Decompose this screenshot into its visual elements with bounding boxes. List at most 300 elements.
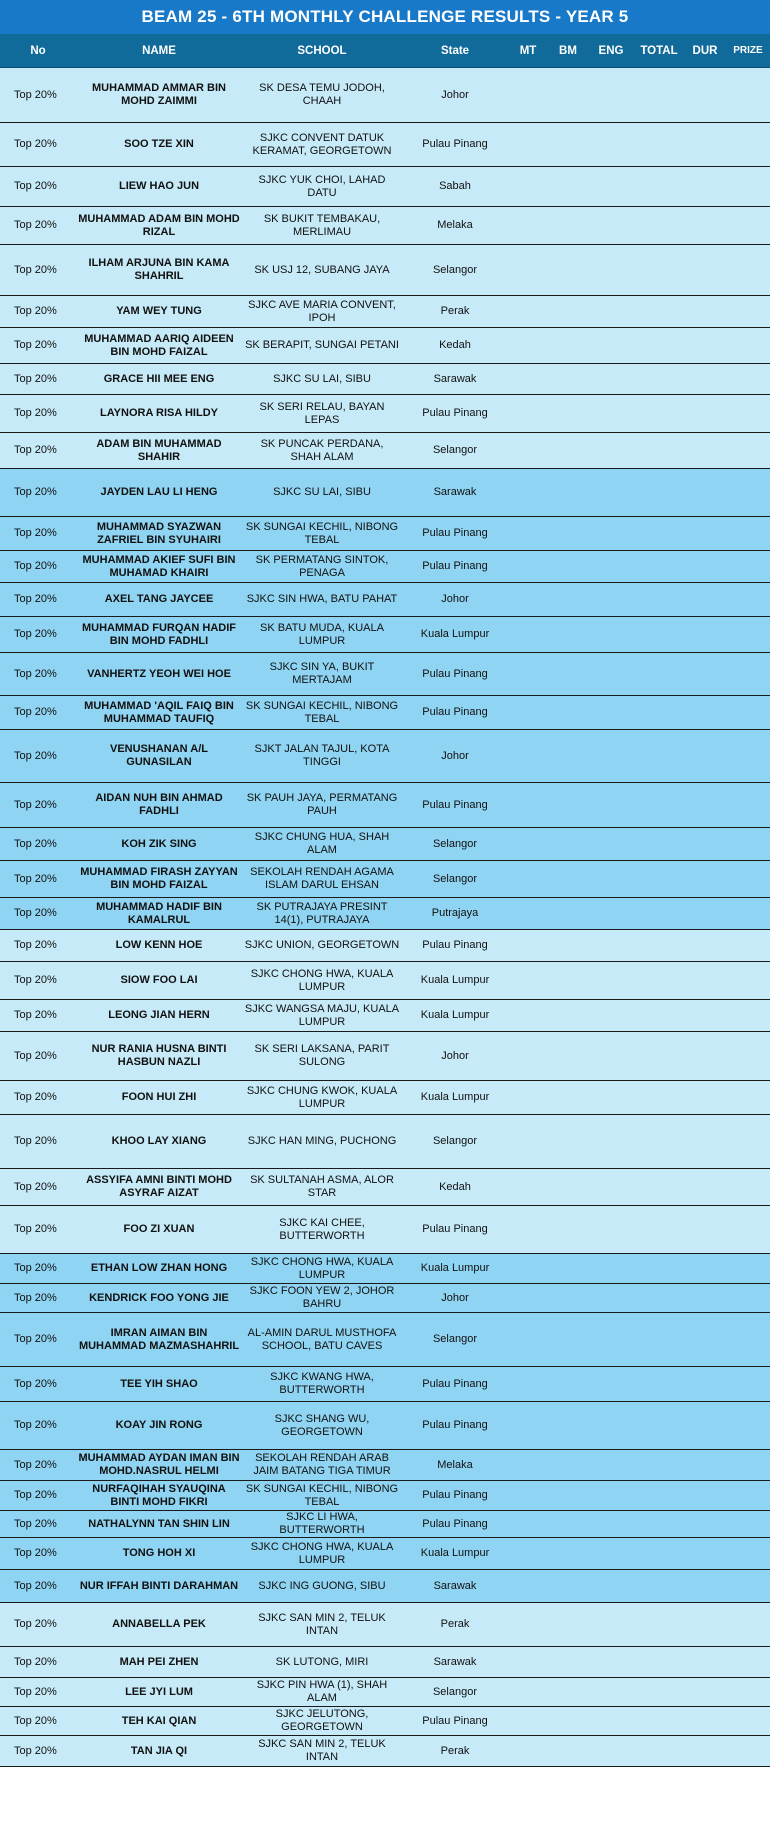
dur-cell bbox=[684, 861, 726, 898]
bm-cell bbox=[548, 1206, 588, 1254]
dur-cell bbox=[684, 433, 726, 469]
table-row bbox=[0, 328, 770, 364]
dur-cell bbox=[684, 1511, 726, 1538]
dur-cell bbox=[684, 1115, 726, 1169]
prize-cell bbox=[726, 1115, 770, 1169]
bm-cell bbox=[548, 583, 588, 617]
table-row bbox=[0, 1450, 770, 1481]
school-cell: SJKC JELUTONG, GEORGETOWN bbox=[242, 1707, 402, 1736]
prize-cell bbox=[726, 1678, 770, 1707]
prize-cell bbox=[726, 1647, 770, 1678]
total-cell bbox=[634, 1115, 684, 1169]
eng-cell bbox=[588, 1081, 634, 1115]
name-cell: JAYDEN LAU LI HENG bbox=[76, 469, 242, 517]
school-cell: SJKC CHUNG HUA, SHAH ALAM bbox=[242, 828, 402, 861]
name-cell: NUR IFFAH BINTI DARAHMAN bbox=[76, 1570, 242, 1603]
dur-cell bbox=[684, 1647, 726, 1678]
eng-cell bbox=[588, 898, 634, 930]
name-cell: GRACE HII MEE ENG bbox=[76, 364, 242, 395]
eng-cell bbox=[588, 653, 634, 696]
table-row bbox=[0, 245, 770, 296]
dur-cell bbox=[684, 68, 726, 123]
state-cell: Pulau Pinang bbox=[402, 653, 508, 696]
name-cell: SOO TZE XIN bbox=[76, 123, 242, 167]
name-cell: LEONG JIAN HERN bbox=[76, 1000, 242, 1032]
state-cell: Pulau Pinang bbox=[402, 1206, 508, 1254]
table-row bbox=[0, 1402, 770, 1450]
dur-cell bbox=[684, 828, 726, 861]
state-cell: Kuala Lumpur bbox=[402, 1081, 508, 1115]
name-cell: MUHAMMAD AMMAR BIN MOHD ZAIMMI bbox=[76, 68, 242, 123]
total-cell bbox=[634, 898, 684, 930]
eng-cell bbox=[588, 1206, 634, 1254]
eng-cell bbox=[588, 1000, 634, 1032]
mt-cell bbox=[508, 1511, 548, 1538]
table-row bbox=[0, 123, 770, 167]
prize-cell bbox=[726, 551, 770, 583]
eng-cell bbox=[588, 1538, 634, 1570]
table-row bbox=[0, 1081, 770, 1115]
prize-cell bbox=[726, 962, 770, 1000]
name-cell: ILHAM ARJUNA BIN KAMA SHAHRIL bbox=[76, 245, 242, 296]
school-cell: SK SUNGAI KECHIL, NIBONG TEBAL bbox=[242, 517, 402, 551]
eng-cell bbox=[588, 617, 634, 653]
school-cell: AL-AMIN DARUL MUSTHOFA SCHOOL, BATU CAVES bbox=[242, 1313, 402, 1367]
header-dur: DUR bbox=[684, 34, 726, 68]
state-cell: Johor bbox=[402, 730, 508, 783]
school-cell: SJKC FOON YEW 2, JOHOR BAHRU bbox=[242, 1284, 402, 1313]
table-row bbox=[0, 583, 770, 617]
total-cell bbox=[634, 930, 684, 962]
eng-cell bbox=[588, 469, 634, 517]
eng-cell bbox=[588, 551, 634, 583]
prize-cell bbox=[726, 364, 770, 395]
mt-cell bbox=[508, 730, 548, 783]
school-cell: SJKC HAN MING, PUCHONG bbox=[242, 1115, 402, 1169]
name-cell: KOH ZIK SING bbox=[76, 828, 242, 861]
table-row bbox=[0, 861, 770, 898]
state-cell: Kuala Lumpur bbox=[402, 617, 508, 653]
prize-cell bbox=[726, 861, 770, 898]
mt-cell bbox=[508, 123, 548, 167]
table-row bbox=[0, 730, 770, 783]
rank-cell: Top 20% bbox=[0, 1313, 76, 1367]
state-cell: Sarawak bbox=[402, 1570, 508, 1603]
mt-cell bbox=[508, 1538, 548, 1570]
bm-cell bbox=[548, 328, 588, 364]
school-cell: SK SUNGAI KECHIL, NIBONG TEBAL bbox=[242, 1481, 402, 1511]
bm-cell bbox=[548, 730, 588, 783]
prize-cell bbox=[726, 207, 770, 245]
prize-cell bbox=[726, 1707, 770, 1736]
eng-cell bbox=[588, 123, 634, 167]
total-cell bbox=[634, 1678, 684, 1707]
prize-cell bbox=[726, 583, 770, 617]
eng-cell bbox=[588, 517, 634, 551]
rank-cell: Top 20% bbox=[0, 433, 76, 469]
school-cell: SJKC KAI CHEE, BUTTERWORTH bbox=[242, 1206, 402, 1254]
name-cell: MUHAMMAD 'AQIL FAIQ BIN MUHAMMAD TAUFIQ bbox=[76, 696, 242, 730]
dur-cell bbox=[684, 517, 726, 551]
school-cell: SK SERI RELAU, BAYAN LEPAS bbox=[242, 395, 402, 433]
school-cell: SJKC CONVENT DATUK KERAMAT, GEORGETOWN bbox=[242, 123, 402, 167]
dur-cell bbox=[684, 962, 726, 1000]
eng-cell bbox=[588, 1481, 634, 1511]
table-row bbox=[0, 898, 770, 930]
dur-cell bbox=[684, 583, 726, 617]
rank-cell: Top 20% bbox=[0, 364, 76, 395]
name-cell: MUHAMMAD AARIQ AIDEEN BIN MOHD FAIZAL bbox=[76, 328, 242, 364]
eng-cell bbox=[588, 167, 634, 207]
state-cell: Melaka bbox=[402, 1450, 508, 1481]
table-row bbox=[0, 1115, 770, 1169]
name-cell: MUHAMMAD AYDAN IMAN BIN MOHD.NASRUL HELMI bbox=[76, 1450, 242, 1481]
rank-cell: Top 20% bbox=[0, 517, 76, 551]
bm-cell bbox=[548, 1169, 588, 1206]
total-cell bbox=[634, 1538, 684, 1570]
prize-cell bbox=[726, 517, 770, 551]
rank-cell: Top 20% bbox=[0, 1450, 76, 1481]
prize-cell bbox=[726, 1538, 770, 1570]
bm-cell bbox=[548, 1538, 588, 1570]
dur-cell bbox=[684, 1538, 726, 1570]
state-cell: Johor bbox=[402, 1284, 508, 1313]
mt-cell bbox=[508, 1115, 548, 1169]
state-cell: Selangor bbox=[402, 1678, 508, 1707]
school-cell: SEKOLAH RENDAH AGAMA ISLAM DARUL EHSAN bbox=[242, 861, 402, 898]
bm-cell bbox=[548, 1000, 588, 1032]
total-cell bbox=[634, 696, 684, 730]
bm-cell bbox=[548, 296, 588, 328]
total-cell bbox=[634, 1481, 684, 1511]
bm-cell bbox=[548, 1032, 588, 1081]
table-row bbox=[0, 696, 770, 730]
mt-cell bbox=[508, 1206, 548, 1254]
table-row bbox=[0, 207, 770, 245]
name-cell: MUHAMMAD ADAM BIN MOHD RIZAL bbox=[76, 207, 242, 245]
prize-cell bbox=[726, 167, 770, 207]
total-cell bbox=[634, 328, 684, 364]
school-cell: SK DESA TEMU JODOH, CHAAH bbox=[242, 68, 402, 123]
state-cell: Pulau Pinang bbox=[402, 783, 508, 828]
prize-cell bbox=[726, 1511, 770, 1538]
dur-cell bbox=[684, 1570, 726, 1603]
table-row bbox=[0, 517, 770, 551]
eng-cell bbox=[588, 296, 634, 328]
eng-cell bbox=[588, 207, 634, 245]
rank-cell: Top 20% bbox=[0, 167, 76, 207]
state-cell: Pulau Pinang bbox=[402, 551, 508, 583]
total-cell bbox=[634, 1169, 684, 1206]
dur-cell bbox=[684, 696, 726, 730]
total-cell bbox=[634, 1000, 684, 1032]
table-row bbox=[0, 1736, 770, 1767]
table-row bbox=[0, 395, 770, 433]
prize-cell bbox=[726, 696, 770, 730]
page-title: BEAM 25 - 6TH MONTHLY CHALLENGE RESULTS - YEAR 5 bbox=[0, 0, 770, 34]
total-cell bbox=[634, 730, 684, 783]
bm-cell bbox=[548, 123, 588, 167]
dur-cell bbox=[684, 617, 726, 653]
prize-cell bbox=[726, 1402, 770, 1450]
mt-cell bbox=[508, 1254, 548, 1284]
bm-cell bbox=[548, 517, 588, 551]
rank-cell: Top 20% bbox=[0, 1081, 76, 1115]
dur-cell bbox=[684, 395, 726, 433]
mt-cell bbox=[508, 1736, 548, 1767]
eng-cell bbox=[588, 1511, 634, 1538]
header-name: NAME bbox=[76, 34, 242, 68]
prize-cell bbox=[726, 469, 770, 517]
table-row bbox=[0, 68, 770, 123]
prize-cell bbox=[726, 1032, 770, 1081]
eng-cell bbox=[588, 1603, 634, 1647]
bm-cell bbox=[548, 395, 588, 433]
rank-cell: Top 20% bbox=[0, 1402, 76, 1450]
total-cell bbox=[634, 364, 684, 395]
school-cell: SK PAUH JAYA, PERMATANG PAUH bbox=[242, 783, 402, 828]
state-cell: Pulau Pinang bbox=[402, 123, 508, 167]
table-row bbox=[0, 783, 770, 828]
dur-cell bbox=[684, 1678, 726, 1707]
bm-cell bbox=[548, 1115, 588, 1169]
school-cell: SEKOLAH RENDAH ARAB JAIM BATANG TIGA TIMUR bbox=[242, 1450, 402, 1481]
bm-cell bbox=[548, 1603, 588, 1647]
prize-cell bbox=[726, 245, 770, 296]
school-cell: SJKC SIN YA, BUKIT MERTAJAM bbox=[242, 653, 402, 696]
name-cell: ETHAN LOW ZHAN HONG bbox=[76, 1254, 242, 1284]
rank-cell: Top 20% bbox=[0, 68, 76, 123]
total-cell bbox=[634, 783, 684, 828]
table-row bbox=[0, 1511, 770, 1538]
mt-cell bbox=[508, 617, 548, 653]
name-cell: AIDAN NUH BIN AHMAD FADHLI bbox=[76, 783, 242, 828]
eng-cell bbox=[588, 1115, 634, 1169]
dur-cell bbox=[684, 167, 726, 207]
school-cell: SK SULTANAH ASMA, ALOR STAR bbox=[242, 1169, 402, 1206]
prize-cell bbox=[726, 1000, 770, 1032]
eng-cell bbox=[588, 328, 634, 364]
state-cell: Perak bbox=[402, 1603, 508, 1647]
dur-cell bbox=[684, 1603, 726, 1647]
state-cell: Pulau Pinang bbox=[402, 1707, 508, 1736]
state-cell: Pulau Pinang bbox=[402, 696, 508, 730]
prize-cell bbox=[726, 1206, 770, 1254]
name-cell: IMRAN AIMAN BIN MUHAMMAD MAZMASHAHRIL bbox=[76, 1313, 242, 1367]
table-row bbox=[0, 1570, 770, 1603]
mt-cell bbox=[508, 1367, 548, 1402]
rank-cell: Top 20% bbox=[0, 962, 76, 1000]
mt-cell bbox=[508, 1313, 548, 1367]
bm-cell bbox=[548, 1736, 588, 1767]
rank-cell: Top 20% bbox=[0, 898, 76, 930]
total-cell bbox=[634, 123, 684, 167]
school-cell: SJKC SAN MIN 2, TELUK INTAN bbox=[242, 1736, 402, 1767]
table-row bbox=[0, 469, 770, 517]
rank-cell: Top 20% bbox=[0, 1115, 76, 1169]
name-cell: AXEL TANG JAYCEE bbox=[76, 583, 242, 617]
rank-cell: Top 20% bbox=[0, 1511, 76, 1538]
state-cell: Sarawak bbox=[402, 1647, 508, 1678]
state-cell: Kuala Lumpur bbox=[402, 962, 508, 1000]
total-cell bbox=[634, 1736, 684, 1767]
total-cell bbox=[634, 1570, 684, 1603]
rank-cell: Top 20% bbox=[0, 328, 76, 364]
rank-cell: Top 20% bbox=[0, 617, 76, 653]
name-cell: KOAY JIN RONG bbox=[76, 1402, 242, 1450]
rank-cell: Top 20% bbox=[0, 1169, 76, 1206]
state-cell: Pulau Pinang bbox=[402, 1481, 508, 1511]
total-cell bbox=[634, 1254, 684, 1284]
total-cell bbox=[634, 583, 684, 617]
dur-cell bbox=[684, 653, 726, 696]
total-cell bbox=[634, 1450, 684, 1481]
dur-cell bbox=[684, 364, 726, 395]
bm-cell bbox=[548, 364, 588, 395]
school-cell: SJKT JALAN TAJUL, KOTA TINGGI bbox=[242, 730, 402, 783]
total-cell bbox=[634, 962, 684, 1000]
bm-cell bbox=[548, 207, 588, 245]
school-cell: SK BERAPIT, SUNGAI PETANI bbox=[242, 328, 402, 364]
prize-cell bbox=[726, 1450, 770, 1481]
prize-cell bbox=[726, 296, 770, 328]
prize-cell bbox=[726, 68, 770, 123]
table-row bbox=[0, 1254, 770, 1284]
table-row bbox=[0, 1707, 770, 1736]
table-row bbox=[0, 167, 770, 207]
name-cell: MUHAMMAD AKIEF SUFI BIN MUHAMAD KHAIRI bbox=[76, 551, 242, 583]
table-row bbox=[0, 1367, 770, 1402]
bm-cell bbox=[548, 1481, 588, 1511]
school-cell: SJKC YUK CHOI, LAHAD DATU bbox=[242, 167, 402, 207]
bm-cell bbox=[548, 1678, 588, 1707]
bm-cell bbox=[548, 1402, 588, 1450]
total-cell bbox=[634, 1206, 684, 1254]
mt-cell bbox=[508, 1284, 548, 1313]
bm-cell bbox=[548, 1707, 588, 1736]
name-cell: NATHALYNN TAN SHIN LIN bbox=[76, 1511, 242, 1538]
school-cell: SJKC UNION, GEORGETOWN bbox=[242, 930, 402, 962]
prize-cell bbox=[726, 617, 770, 653]
rank-cell: Top 20% bbox=[0, 1603, 76, 1647]
mt-cell bbox=[508, 1707, 548, 1736]
state-cell: Selangor bbox=[402, 828, 508, 861]
table-row bbox=[0, 1000, 770, 1032]
bm-cell bbox=[548, 1647, 588, 1678]
mt-cell bbox=[508, 861, 548, 898]
rank-cell: Top 20% bbox=[0, 1481, 76, 1511]
eng-cell bbox=[588, 433, 634, 469]
mt-cell bbox=[508, 433, 548, 469]
bm-cell bbox=[548, 167, 588, 207]
rank-cell: Top 20% bbox=[0, 1736, 76, 1767]
table-row bbox=[0, 617, 770, 653]
header-mt: MT bbox=[508, 34, 548, 68]
total-cell bbox=[634, 1284, 684, 1313]
total-cell bbox=[634, 517, 684, 551]
school-cell: SJKC CHUNG KWOK, KUALA LUMPUR bbox=[242, 1081, 402, 1115]
mt-cell bbox=[508, 583, 548, 617]
total-cell bbox=[634, 551, 684, 583]
dur-cell bbox=[684, 1169, 726, 1206]
bm-cell bbox=[548, 469, 588, 517]
dur-cell bbox=[684, 123, 726, 167]
mt-cell bbox=[508, 328, 548, 364]
header-bm: BM bbox=[548, 34, 588, 68]
dur-cell bbox=[684, 1450, 726, 1481]
school-cell: SJKC AVE MARIA CONVENT, IPOH bbox=[242, 296, 402, 328]
school-cell: SK BATU MUDA, KUALA LUMPUR bbox=[242, 617, 402, 653]
prize-cell bbox=[726, 828, 770, 861]
prize-cell bbox=[726, 730, 770, 783]
name-cell: ASSYIFA AMNI BINTI MOHD ASYRAF AIZAT bbox=[76, 1169, 242, 1206]
total-cell bbox=[634, 1603, 684, 1647]
bm-cell bbox=[548, 898, 588, 930]
name-cell: KENDRICK FOO YONG JIE bbox=[76, 1284, 242, 1313]
rank-cell: Top 20% bbox=[0, 1000, 76, 1032]
total-cell bbox=[634, 1402, 684, 1450]
rank-cell: Top 20% bbox=[0, 1367, 76, 1402]
header-eng: ENG bbox=[588, 34, 634, 68]
dur-cell bbox=[684, 1032, 726, 1081]
state-cell: Johor bbox=[402, 68, 508, 123]
rank-cell: Top 20% bbox=[0, 783, 76, 828]
state-cell: Kedah bbox=[402, 328, 508, 364]
prize-cell bbox=[726, 1603, 770, 1647]
state-cell: Kuala Lumpur bbox=[402, 1538, 508, 1570]
school-cell: SK PUNCAK PERDANA, SHAH ALAM bbox=[242, 433, 402, 469]
eng-cell bbox=[588, 395, 634, 433]
name-cell: SIOW FOO LAI bbox=[76, 962, 242, 1000]
total-cell bbox=[634, 1032, 684, 1081]
name-cell: VENUSHANAN A/L GUNASILAN bbox=[76, 730, 242, 783]
rank-cell: Top 20% bbox=[0, 395, 76, 433]
prize-cell bbox=[726, 1254, 770, 1284]
name-cell: ADAM BIN MUHAMMAD SHAHIR bbox=[76, 433, 242, 469]
dur-cell bbox=[684, 1736, 726, 1767]
total-cell bbox=[634, 861, 684, 898]
table-row bbox=[0, 1169, 770, 1206]
name-cell: TAN JIA QI bbox=[76, 1736, 242, 1767]
bm-cell bbox=[548, 861, 588, 898]
eng-cell bbox=[588, 696, 634, 730]
rank-cell: Top 20% bbox=[0, 1254, 76, 1284]
total-cell bbox=[634, 1647, 684, 1678]
table-row bbox=[0, 653, 770, 696]
total-cell bbox=[634, 395, 684, 433]
eng-cell bbox=[588, 245, 634, 296]
dur-cell bbox=[684, 1367, 726, 1402]
total-cell bbox=[634, 469, 684, 517]
rank-cell: Top 20% bbox=[0, 583, 76, 617]
bm-cell bbox=[548, 828, 588, 861]
mt-cell bbox=[508, 1603, 548, 1647]
mt-cell bbox=[508, 930, 548, 962]
state-cell: Selangor bbox=[402, 1115, 508, 1169]
table-row bbox=[0, 364, 770, 395]
prize-cell bbox=[726, 898, 770, 930]
dur-cell bbox=[684, 1000, 726, 1032]
dur-cell bbox=[684, 1707, 726, 1736]
dur-cell bbox=[684, 1284, 726, 1313]
eng-cell bbox=[588, 962, 634, 1000]
bm-cell bbox=[548, 653, 588, 696]
mt-cell bbox=[508, 167, 548, 207]
total-cell bbox=[634, 245, 684, 296]
mt-cell bbox=[508, 1169, 548, 1206]
dur-cell bbox=[684, 1313, 726, 1367]
table-row bbox=[0, 962, 770, 1000]
